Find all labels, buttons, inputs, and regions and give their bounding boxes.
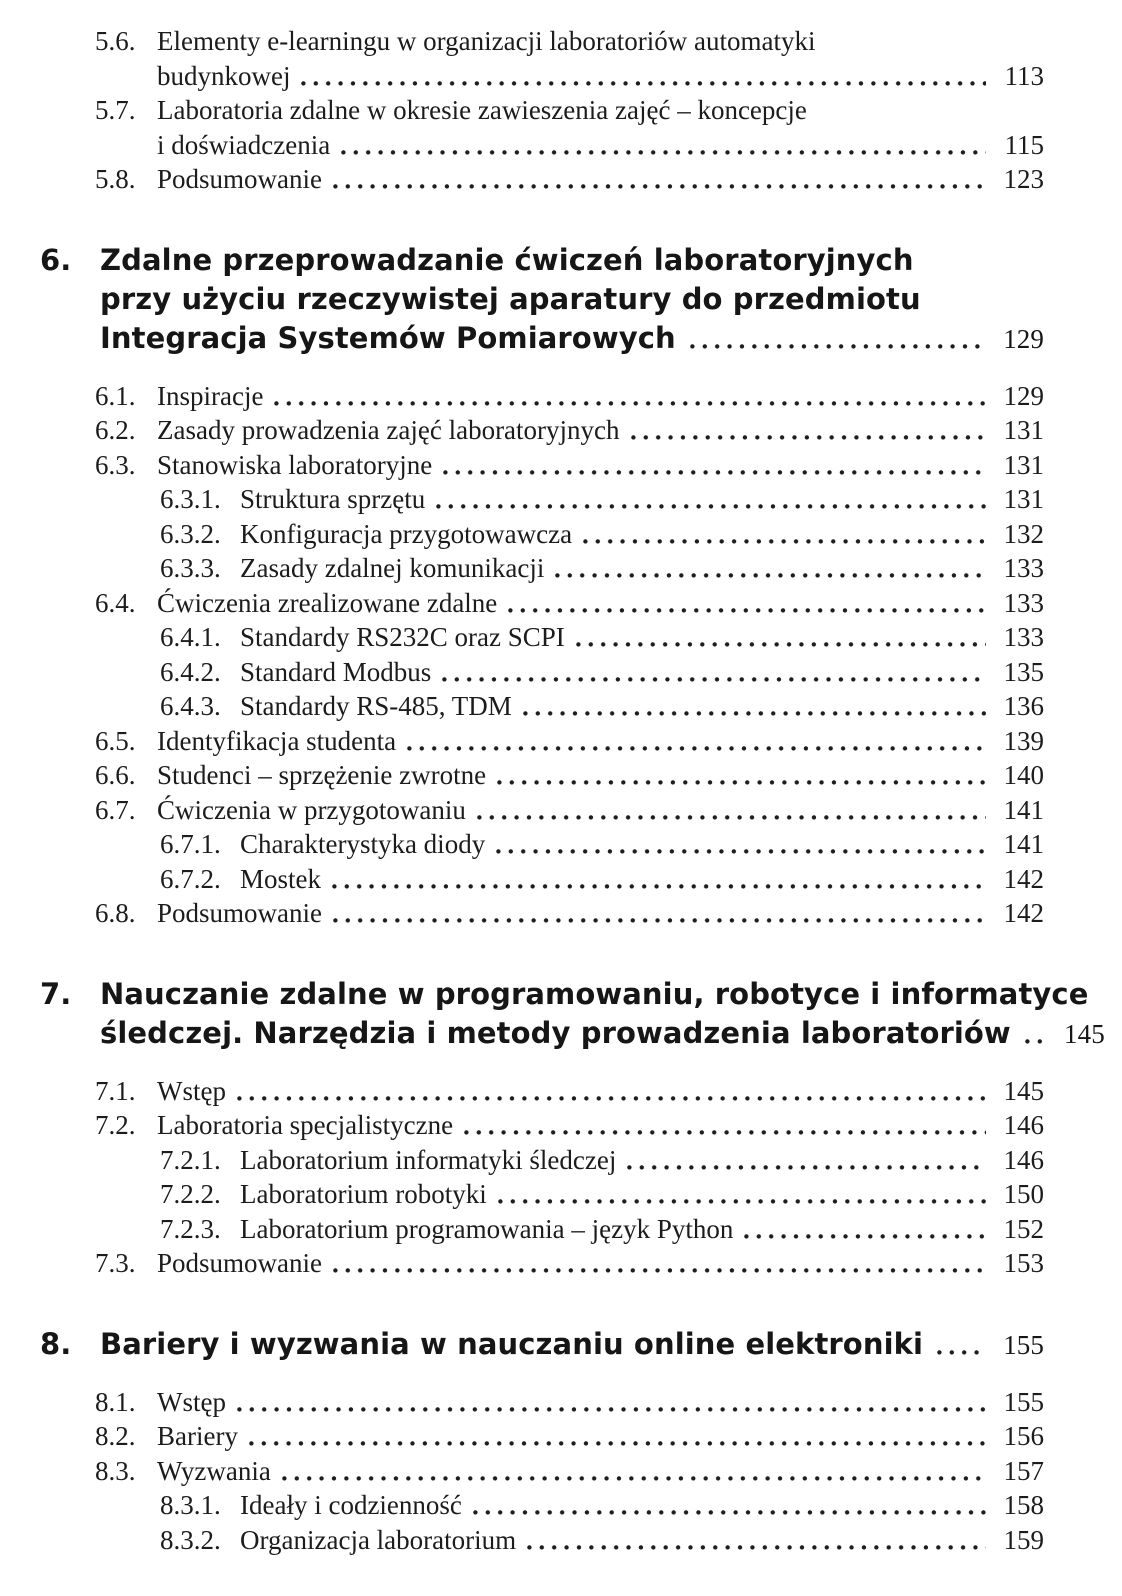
- toc-section: [40, 24, 1044, 197]
- entry-title: Inspiracje: [157, 380, 264, 411]
- entry-number: 8.3.: [95, 1455, 136, 1486]
- dot-leader: [937, 1349, 986, 1356]
- entry-number: 5.7.: [95, 95, 136, 125]
- page-number: 129: [1003, 380, 1044, 411]
- entry-title: Konfiguracja przygotowawcza: [240, 518, 573, 549]
- toc-entry-row: [40, 1488, 1044, 1523]
- page-number: 145: [1064, 1018, 1105, 1049]
- entry-number: 6.4.2.: [160, 656, 221, 687]
- dot-leader: [627, 1164, 986, 1171]
- dot-leader: [443, 469, 986, 476]
- page-number: 142: [1003, 898, 1044, 928]
- dot-leader: [508, 607, 986, 614]
- page-number: 155: [1003, 1329, 1044, 1360]
- dot-leader: [341, 149, 986, 156]
- entry-title: Charakterystyka diody: [240, 829, 486, 859]
- entry-title: Ćwiczenia w przygotowaniu: [157, 794, 466, 825]
- toc-entry-row: [40, 413, 1044, 448]
- entry-number: 5.6.: [95, 26, 136, 56]
- entry-title: Laboratorium robotyki: [240, 1179, 487, 1209]
- chapter-number: 8.: [40, 1326, 72, 1361]
- entry-number: 6.7.1.: [160, 829, 221, 859]
- dot-leader: [332, 883, 986, 890]
- page-number: 136: [1003, 691, 1044, 721]
- entry-number: 6.3.3.: [160, 553, 221, 583]
- toc-entry-row: [40, 24, 1044, 59]
- page-number: 123: [1003, 164, 1044, 194]
- page-number: 135: [1003, 656, 1044, 687]
- entry-title: Laboratorium informatyki śledczej: [240, 1144, 617, 1175]
- entry-title: Ideały i codzienność: [240, 1490, 462, 1520]
- entry-title: Studenci – sprzężenie zwrotne: [157, 760, 487, 790]
- dot-leader: [282, 1475, 986, 1482]
- entry-title: Podsumowanie: [157, 164, 322, 194]
- dot-leader: [333, 1267, 986, 1274]
- entry-number: 6.1.: [95, 380, 136, 411]
- dot-leader: [555, 572, 986, 579]
- toc-entry-row: [40, 162, 1044, 197]
- entry-title: Bariery: [157, 1421, 238, 1451]
- chapter-heading-row: [40, 241, 1044, 280]
- toc-entry-row: [40, 1108, 1044, 1143]
- entry-number: 7.2.: [95, 1110, 136, 1140]
- toc-entry-row: [40, 1385, 1044, 1420]
- chapter-number: 6.: [40, 242, 72, 277]
- toc-entry-row: [40, 1177, 1044, 1212]
- entry-title: budynkowej: [157, 60, 291, 91]
- entry-title: Wyzwania: [157, 1455, 271, 1486]
- page-number: 156: [1003, 1421, 1044, 1451]
- page-number: 139: [1003, 725, 1044, 756]
- entry-title: Standardy RS232C oraz SCPI: [240, 622, 565, 652]
- dot-leader: [237, 1406, 986, 1413]
- dot-leader: [333, 183, 986, 190]
- toc-entry-row: [40, 1074, 1044, 1109]
- page-number: 159: [1003, 1524, 1044, 1555]
- entry-title: Standardy RS-485, TDM: [240, 691, 512, 721]
- entry-title: Mostek: [240, 863, 321, 894]
- toc-entry-row: [40, 1419, 1044, 1454]
- entry-title: Stanowiska laboratoryjne: [157, 449, 433, 480]
- entry-number: 7.2.1.: [160, 1144, 221, 1175]
- toc-entry-row: [40, 379, 1044, 414]
- toc-entry-row: [40, 896, 1044, 931]
- dot-leader: [1025, 1038, 1047, 1045]
- entry-title: Elementy e-learningu w organizacji laboratoriów automatyki: [157, 26, 816, 56]
- page-number: 146: [1003, 1144, 1044, 1175]
- page-number: 133: [1003, 622, 1044, 652]
- chapter-heading-row: [40, 1325, 1044, 1365]
- chapter-title-line: przy użyciu rzeczywistej aparatury do przedmiotu: [100, 281, 921, 316]
- entry-number: 6.5.: [95, 725, 136, 756]
- page-number: 131: [1003, 449, 1044, 480]
- entry-title: Struktura sprzętu: [240, 484, 426, 514]
- toc-entry-row: [40, 93, 1044, 128]
- toc-entry-row: [40, 655, 1044, 690]
- chapter-heading: [40, 1325, 1044, 1365]
- page-number: 157: [1003, 1455, 1044, 1486]
- entry-title: Identyfikacja studenta: [157, 725, 397, 756]
- dot-leader: [690, 343, 986, 350]
- entry-title: Laboratoria zdalne w okresie zawieszenia zajęć – koncepcje: [157, 95, 807, 125]
- chapter-heading-row: [40, 975, 1089, 1014]
- dot-leader: [496, 848, 986, 855]
- dot-leader: [744, 1233, 986, 1240]
- toc-chapter-section: [40, 975, 1105, 1281]
- toc-chapter-section: [40, 241, 1044, 931]
- dot-leader: [527, 1544, 986, 1551]
- entry-number: 8.3.1.: [160, 1490, 221, 1520]
- page-number: 145: [1003, 1075, 1044, 1106]
- entry-number: 6.4.: [95, 587, 136, 618]
- toc-entry-row: [40, 448, 1044, 483]
- page-number: 155: [1003, 1386, 1044, 1417]
- chapter-title-line: śledczej. Narzędzia i metody prowadzenia laboratoriów: [100, 1015, 1011, 1050]
- entry-title: Laboratorium programowania – język Python: [240, 1213, 734, 1244]
- entry-title: Wstęp: [157, 1386, 226, 1417]
- dot-leader: [576, 641, 986, 648]
- page-number: 129: [1003, 323, 1044, 354]
- entry-number: 7.2.3.: [160, 1213, 221, 1244]
- page-number: 158: [1003, 1490, 1044, 1520]
- entry-title: Zasady prowadzenia zajęć laboratoryjnych: [157, 415, 620, 445]
- page-number: 141: [1003, 829, 1044, 859]
- entry-number: 5.8.: [95, 164, 136, 194]
- toc-entry-row: [40, 1454, 1044, 1489]
- toc-entry-row: [40, 1246, 1044, 1281]
- entry-number: 6.7.2.: [160, 863, 221, 894]
- chapter-heading-row: [40, 319, 1044, 359]
- dot-leader: [237, 1095, 986, 1102]
- toc-entry-row: [40, 586, 1044, 621]
- page-number: 142: [1003, 863, 1044, 894]
- toc-entry-row: [40, 1143, 1044, 1178]
- dot-leader: [631, 434, 986, 441]
- dot-leader: [442, 676, 986, 683]
- dot-leader: [583, 538, 986, 545]
- dot-leader: [301, 80, 986, 87]
- chapter-title-line: Integracja Systemów Pomiarowych: [100, 320, 676, 355]
- page-number: 146: [1003, 1110, 1044, 1140]
- entry-number: 6.8.: [95, 898, 136, 928]
- dot-leader: [249, 1440, 986, 1447]
- toc-entry-row: [40, 128, 1044, 163]
- entry-title: Laboratoria specjalistyczne: [157, 1110, 454, 1140]
- toc-entry-row: [40, 517, 1044, 552]
- chapter-title-line: Nauczanie zdalne w programowaniu, robotyce i informatyce: [100, 976, 1089, 1011]
- toc-entry-row: [40, 620, 1044, 655]
- entry-title: Standard Modbus: [240, 656, 432, 687]
- entry-title: Podsumowanie: [157, 1248, 322, 1278]
- toc-entry-row: [40, 724, 1044, 759]
- page-number: 113: [1004, 60, 1044, 91]
- entry-number: 6.3.2.: [160, 518, 221, 549]
- entry-number: 8.2.: [95, 1421, 136, 1451]
- chapter-title-line: Bariery i wyzwania w nauczaniu online elektroniki: [100, 1326, 924, 1361]
- toc-entry-row: [40, 862, 1044, 897]
- page-number: 131: [1003, 415, 1044, 445]
- dot-leader: [477, 814, 986, 821]
- page-number: 140: [1003, 760, 1044, 790]
- toc-entry-row: [40, 551, 1044, 586]
- chapter-heading-row: [40, 1014, 1105, 1054]
- chapter-heading: [40, 975, 1105, 1054]
- entry-number: 7.3.: [95, 1248, 136, 1278]
- chapter-number: 7.: [40, 976, 72, 1011]
- toc-entry-row: [40, 689, 1044, 724]
- entry-number: 6.3.: [95, 449, 136, 480]
- entry-number: 6.4.1.: [160, 622, 221, 652]
- entry-title: Podsumowanie: [157, 898, 322, 928]
- dot-leader: [407, 745, 986, 752]
- toc-entry-row: [40, 1212, 1044, 1247]
- entry-number: 6.2.: [95, 415, 136, 445]
- entry-title: Ćwiczenia zrealizowane zdalne: [157, 587, 498, 618]
- page-number: 133: [1003, 553, 1044, 583]
- chapter-title-line: Zdalne przeprowadzanie ćwiczeń laboratoryjnych: [100, 242, 914, 277]
- entry-title: Organizacja laboratorium: [240, 1524, 517, 1555]
- toc-entry-row: [40, 482, 1044, 517]
- dot-leader: [464, 1129, 986, 1136]
- page-number: 152: [1003, 1213, 1044, 1244]
- entry-number: 7.2.2.: [160, 1179, 221, 1209]
- toc-chapter-section: [40, 1325, 1044, 1558]
- dot-leader: [473, 1509, 986, 1516]
- entry-title: Wstęp: [157, 1075, 226, 1106]
- dot-leader: [497, 779, 986, 786]
- page-number: 141: [1003, 794, 1044, 825]
- dot-leader: [436, 503, 986, 510]
- dot-leader: [274, 400, 986, 407]
- entry-number: 8.3.2.: [160, 1524, 221, 1555]
- dot-leader: [523, 710, 986, 717]
- entry-number: 6.4.3.: [160, 691, 221, 721]
- page-number: 132: [1003, 518, 1044, 549]
- entry-number: 7.1.: [95, 1075, 136, 1106]
- chapter-heading: [40, 241, 1044, 359]
- entry-title: Zasady zdalnej komunikacji: [240, 553, 545, 583]
- entry-number: 6.7.: [95, 794, 136, 825]
- entry-title: i doświadczenia: [157, 129, 331, 160]
- entry-number: 6.6.: [95, 760, 136, 790]
- page-number: 131: [1003, 484, 1044, 514]
- toc-entry-row: [40, 793, 1044, 828]
- entry-number: 6.3.1.: [160, 484, 221, 514]
- page-number: 150: [1003, 1179, 1044, 1209]
- chapter-heading-row: [40, 280, 1044, 319]
- page-number: 133: [1003, 587, 1044, 618]
- dot-leader: [498, 1198, 986, 1205]
- toc-entry-row: [40, 1523, 1044, 1558]
- toc-entry-row: [40, 827, 1044, 862]
- dot-leader: [333, 917, 986, 924]
- entry-number: 8.1.: [95, 1386, 136, 1417]
- toc-entry-row: [40, 59, 1044, 94]
- page-number: 115: [1004, 129, 1044, 160]
- toc-entry-row: [40, 758, 1044, 793]
- page-number: 153: [1003, 1248, 1044, 1278]
- toc: [40, 24, 1105, 1557]
